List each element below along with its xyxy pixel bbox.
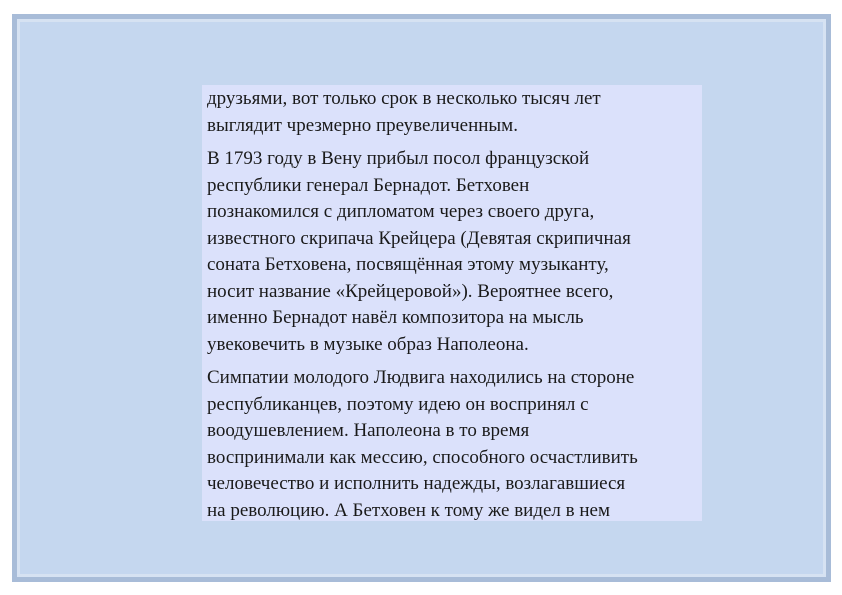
text-box bbox=[202, 85, 702, 521]
paragraph-1: друзьями, вот только срок в несколько тысяч лет выглядит чрезмерно преувеличенным. bbox=[207, 88, 601, 136]
paragraph-3: Симпатии молодого Людвига находились на стороне республиканцев, поэтому идею он воспринял с воодушевлением. Наполеона в то время воспринимали как мессию, способного осчастливить человечество и исполнить надежды, возлагавшиеся на революцию. А Бетховен к тому же видел в нем bbox=[207, 367, 638, 521]
paragraph-2: В 1793 году в Вену прибыл посол французской республики генерал Бернадот. Бетховен познакомился с дипломатом через своего друга, известного скрипача Крейцера (Девятая скрипичная соната Бетховена, посвящённая этому музыканту, носит название «Крейцеровой»). Вероятнее всего, именно Бернадот навёл композитора на мысль увековечить в музыке образ Наполеона. bbox=[207, 148, 631, 355]
